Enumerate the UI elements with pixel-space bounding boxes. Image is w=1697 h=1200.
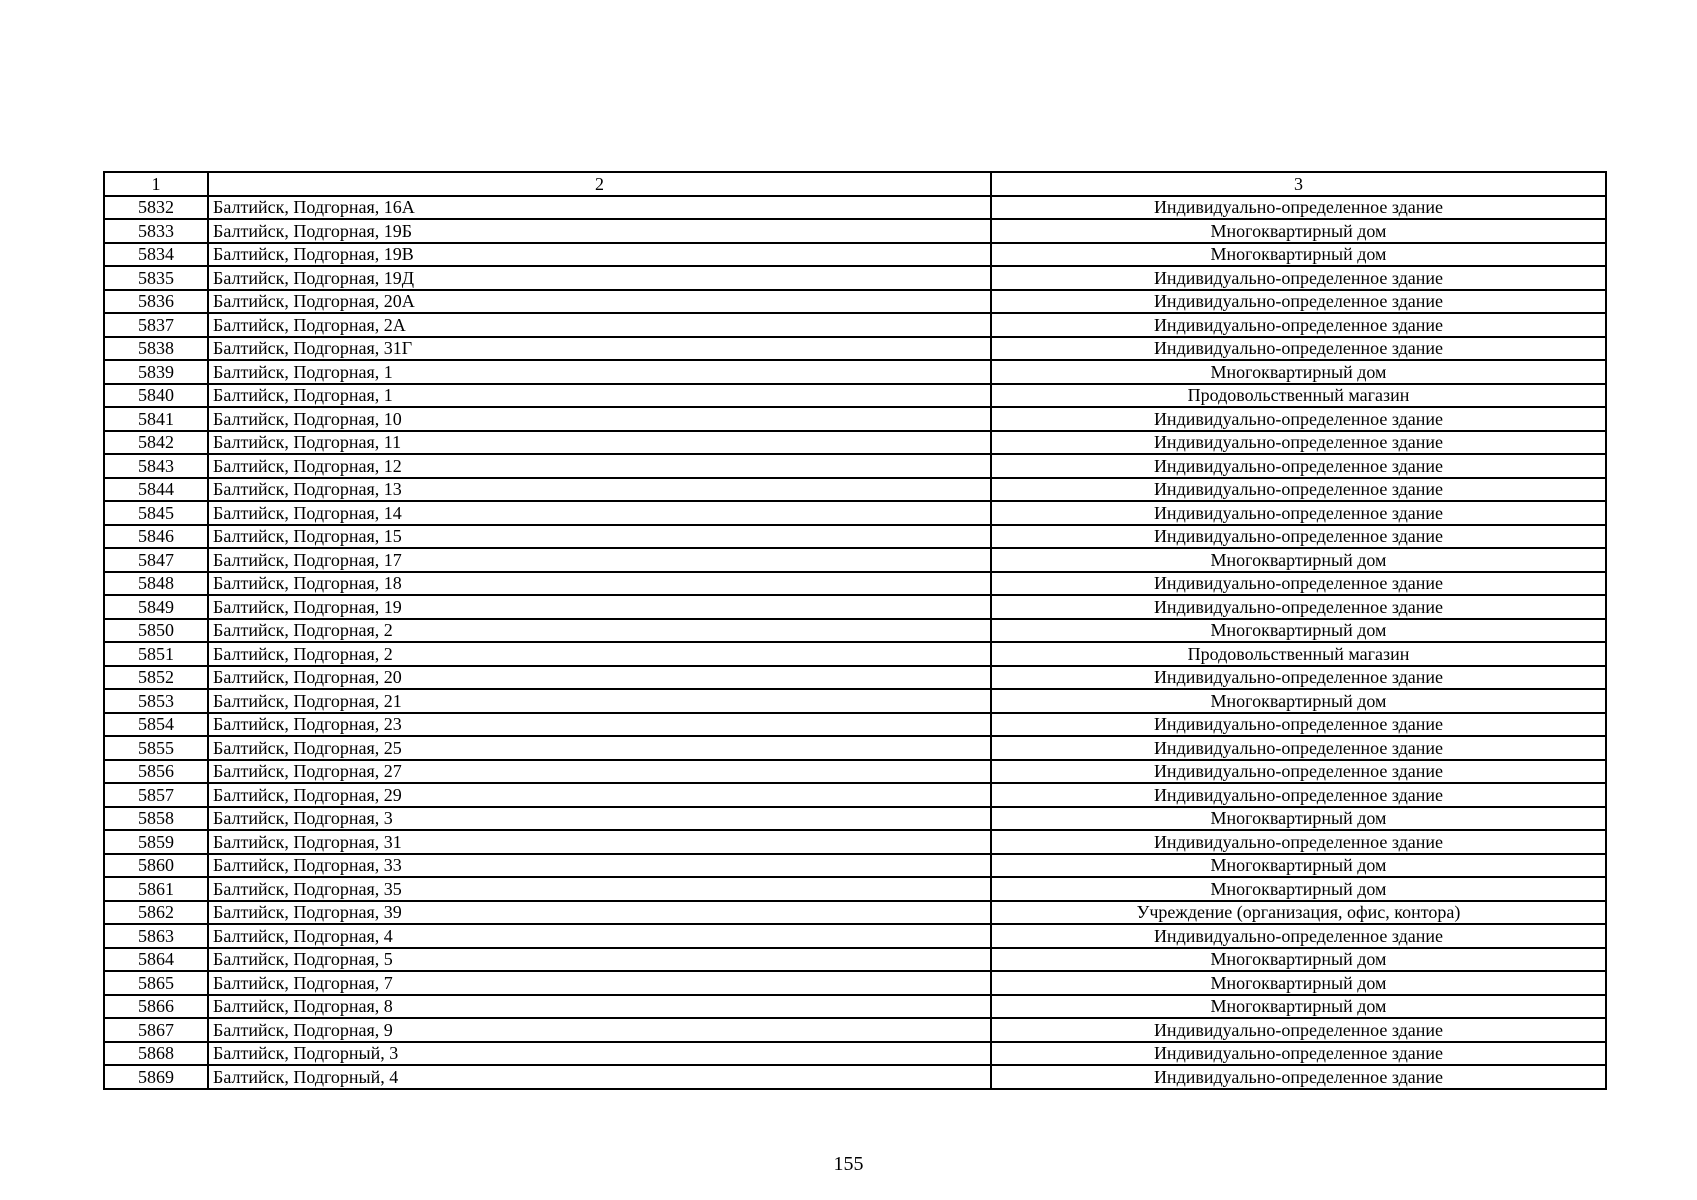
address-cell: Балтийск, Подгорная, 33 [208,854,991,878]
table-row [104,1018,1606,1042]
object-type-cell: Многоквартирный дом [991,548,1606,572]
address-cell: Балтийск, Подгорная, 11 [208,431,991,455]
row-number-cell: 5854 [104,713,208,737]
object-type-cell: Многоквартирный дом [991,360,1606,384]
object-type-cell: Многоквартирный дом [991,877,1606,901]
table-row [104,1065,1606,1089]
address-cell: Балтийск, Подгорная, 15 [208,525,991,549]
table-row [104,854,1606,878]
table-row [104,525,1606,549]
table-row [104,948,1606,972]
object-type-cell: Индивидуально-определенное здание [991,196,1606,220]
row-number-cell: 5840 [104,384,208,408]
object-type-cell: Многоквартирный дом [991,948,1606,972]
row-number-cell: 5855 [104,736,208,760]
address-cell: Балтийск, Подгорная, 2А [208,313,991,337]
table-row [104,290,1606,314]
address-cell: Балтийск, Подгорная, 19Б [208,219,991,243]
object-type-cell: Индивидуально-определенное здание [991,1018,1606,1042]
row-number-cell: 5845 [104,501,208,525]
table-row [104,971,1606,995]
table-row [104,243,1606,267]
object-type-cell: Индивидуально-определенное здание [991,501,1606,525]
table-row [104,619,1606,643]
object-type-cell: Индивидуально-определенное здание [991,572,1606,596]
row-number-cell: 5838 [104,337,208,361]
table-row [104,360,1606,384]
object-type-cell: Продовольственный магазин [991,384,1606,408]
row-number-cell: 5841 [104,407,208,431]
table-row [104,901,1606,925]
table-row [104,266,1606,290]
object-type-cell: Индивидуально-определенное здание [991,1065,1606,1089]
row-number-cell: 5846 [104,525,208,549]
address-cell: Балтийск, Подгорная, 20А [208,290,991,314]
header-col-1: 1 [104,172,208,196]
address-cell: Балтийск, Подгорная, 25 [208,736,991,760]
row-number-cell: 5863 [104,924,208,948]
object-type-cell: Многоквартирный дом [991,971,1606,995]
table-row [104,642,1606,666]
address-cell: Балтийск, Подгорная, 35 [208,877,991,901]
object-type-cell: Индивидуально-определенное здание [991,830,1606,854]
object-type-cell: Многоквартирный дом [991,689,1606,713]
address-cell: Балтийск, Подгорная, 19 [208,595,991,619]
row-number-cell: 5849 [104,595,208,619]
row-number-cell: 5869 [104,1065,208,1089]
row-number-cell: 5837 [104,313,208,337]
row-number-cell: 5847 [104,548,208,572]
address-cell: Балтийск, Подгорная, 3 [208,807,991,831]
object-type-cell: Индивидуально-определенное здание [991,760,1606,784]
address-cell: Балтийск, Подгорная, 29 [208,783,991,807]
address-cell: Балтийск, Подгорная, 10 [208,407,991,431]
table-row [104,572,1606,596]
object-type-cell: Индивидуально-определенное здание [991,595,1606,619]
address-cell: Балтийск, Подгорная, 12 [208,454,991,478]
address-cell: Балтийск, Подгорная, 31 [208,830,991,854]
object-type-cell: Индивидуально-определенное здание [991,713,1606,737]
table-row [104,877,1606,901]
table-row [104,548,1606,572]
table-row [104,595,1606,619]
object-type-cell: Индивидуально-определенное здание [991,736,1606,760]
row-number-cell: 5844 [104,478,208,502]
row-number-cell: 5864 [104,948,208,972]
object-type-cell: Индивидуально-определенное здание [991,407,1606,431]
address-cell: Балтийск, Подгорная, 8 [208,995,991,1019]
table-row [104,478,1606,502]
table-row [104,924,1606,948]
row-number-cell: 5850 [104,619,208,643]
address-cell: Балтийск, Подгорная, 16А [208,196,991,220]
row-number-cell: 5860 [104,854,208,878]
address-cell: Балтийск, Подгорная, 1 [208,384,991,408]
address-cell: Балтийск, Подгорная, 27 [208,760,991,784]
row-number-cell: 5859 [104,830,208,854]
table-row [104,736,1606,760]
table-row [104,713,1606,737]
header-col-2: 2 [208,172,991,196]
object-type-cell: Многоквартирный дом [991,219,1606,243]
object-type-cell: Многоквартирный дом [991,619,1606,643]
table-row [104,501,1606,525]
address-cell: Балтийск, Подгорная, 23 [208,713,991,737]
object-type-cell: Учреждение (организация, офис, контора) [991,901,1606,925]
object-type-cell: Многоквартирный дом [991,243,1606,267]
row-number-cell: 5866 [104,995,208,1019]
address-cell: Балтийск, Подгорная, 9 [208,1018,991,1042]
address-cell: Балтийск, Подгорная, 31Г [208,337,991,361]
object-type-cell: Многоквартирный дом [991,995,1606,1019]
row-number-cell: 5856 [104,760,208,784]
address-cell: Балтийск, Подгорная, 18 [208,572,991,596]
table-row [104,384,1606,408]
address-cell: Балтийск, Подгорная, 39 [208,901,991,925]
table-row [104,995,1606,1019]
address-cell: Балтийск, Подгорная, 19Д [208,266,991,290]
table-row [104,783,1606,807]
row-number-cell: 5834 [104,243,208,267]
object-type-cell: Индивидуально-определенное здание [991,313,1606,337]
object-type-cell: Индивидуально-определенное здание [991,478,1606,502]
address-cell: Балтийск, Подгорная, 14 [208,501,991,525]
object-type-cell: Индивидуально-определенное здание [991,454,1606,478]
table-row [104,196,1606,220]
address-cell: Балтийск, Подгорная, 20 [208,666,991,690]
row-number-cell: 5862 [104,901,208,925]
row-number-cell: 5832 [104,196,208,220]
address-cell: Балтийск, Подгорная, 2 [208,619,991,643]
page-number: 155 [833,1153,864,1175]
table-row [104,431,1606,455]
table-row [104,760,1606,784]
header-row [104,172,1606,196]
address-cell: Балтийск, Подгорная, 17 [208,548,991,572]
row-number-cell: 5861 [104,877,208,901]
row-number-cell: 5858 [104,807,208,831]
table-row [104,666,1606,690]
address-cell: Балтийск, Подгорная, 2 [208,642,991,666]
row-number-cell: 5848 [104,572,208,596]
row-number-cell: 5852 [104,666,208,690]
table-row [104,407,1606,431]
address-cell: Балтийск, Подгорная, 4 [208,924,991,948]
row-number-cell: 5868 [104,1042,208,1066]
object-type-cell: Многоквартирный дом [991,854,1606,878]
table-row [104,830,1606,854]
address-cell: Балтийск, Подгорная, 13 [208,478,991,502]
object-type-cell: Индивидуально-определенное здание [991,266,1606,290]
registry-sheet [103,171,1605,1090]
address-cell: Балтийск, Подгорный, 4 [208,1065,991,1089]
table-row [104,807,1606,831]
row-number-cell: 5839 [104,360,208,384]
object-type-cell: Индивидуально-определенное здание [991,337,1606,361]
object-type-cell: Индивидуально-определенное здание [991,290,1606,314]
address-cell: Балтийск, Подгорная, 7 [208,971,991,995]
table-body [104,196,1606,1089]
object-type-cell: Индивидуально-определенное здание [991,525,1606,549]
row-number-cell: 5833 [104,219,208,243]
object-type-cell: Индивидуально-определенное здание [991,666,1606,690]
address-cell: Балтийск, Подгорная, 5 [208,948,991,972]
address-cell: Балтийск, Подгорная, 21 [208,689,991,713]
table-row [104,219,1606,243]
row-number-cell: 5836 [104,290,208,314]
row-number-cell: 5865 [104,971,208,995]
table-row [104,313,1606,337]
table-row [104,689,1606,713]
address-cell: Балтийск, Подгорная, 1 [208,360,991,384]
object-type-cell: Индивидуально-определенное здание [991,431,1606,455]
header-col-3: 3 [991,172,1606,196]
row-number-cell: 5835 [104,266,208,290]
row-number-cell: 5853 [104,689,208,713]
row-number-cell: 5867 [104,1018,208,1042]
object-type-cell: Индивидуально-определенное здание [991,1042,1606,1066]
address-cell: Балтийск, Подгорный, 3 [208,1042,991,1066]
table-row [104,1042,1606,1066]
object-type-cell: Индивидуально-определенное здание [991,783,1606,807]
table-row [104,337,1606,361]
row-number-cell: 5843 [104,454,208,478]
object-type-cell: Многоквартирный дом [991,807,1606,831]
table-row [104,454,1606,478]
object-type-cell: Индивидуально-определенное здание [991,924,1606,948]
row-number-cell: 5842 [104,431,208,455]
registry-table [103,171,1607,1090]
address-cell: Балтийск, Подгорная, 19В [208,243,991,267]
object-type-cell: Продовольственный магазин [991,642,1606,666]
row-number-cell: 5851 [104,642,208,666]
row-number-cell: 5857 [104,783,208,807]
